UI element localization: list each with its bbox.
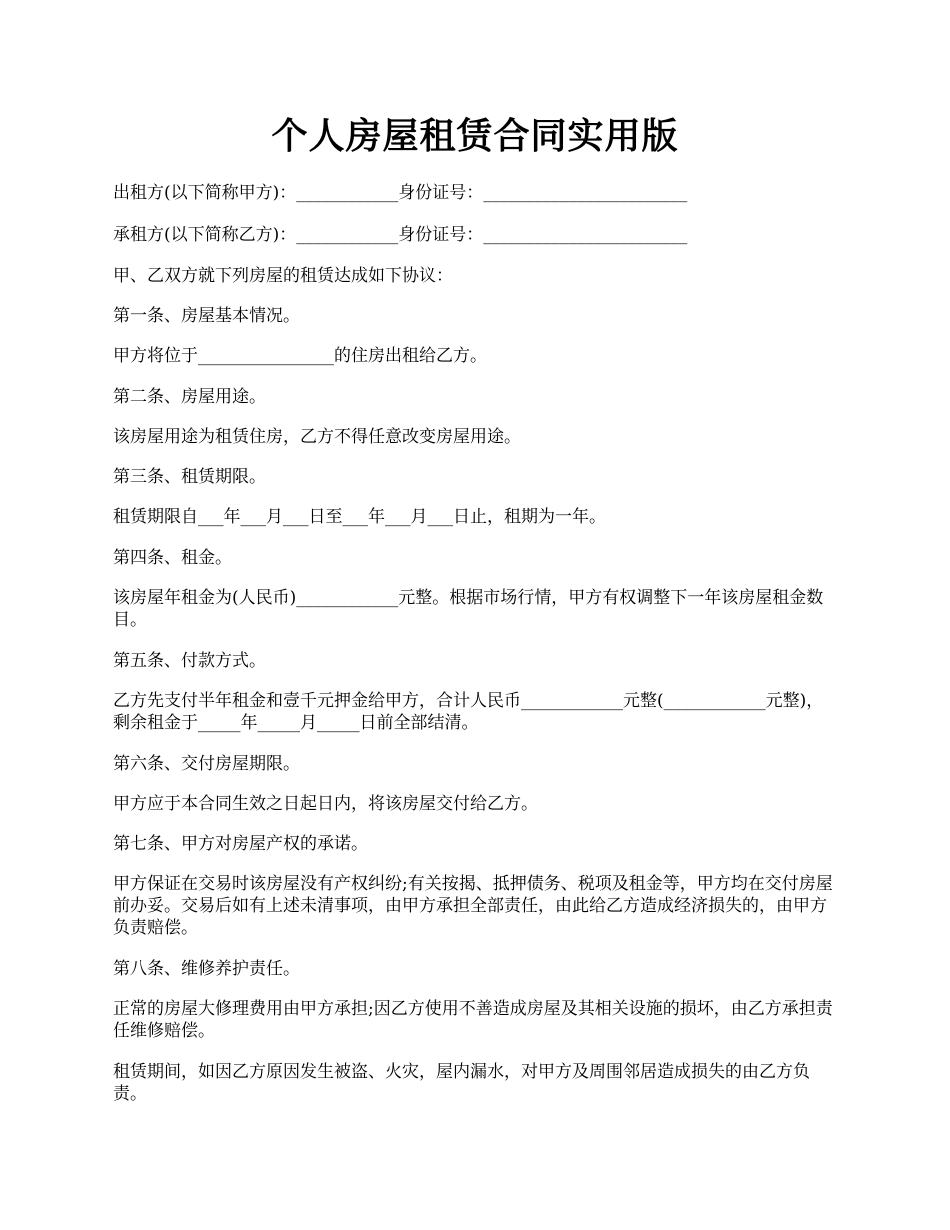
article-6-heading: 第六条、交付房屋期限。 xyxy=(113,754,300,774)
article-3-heading: 第三条、租赁期限。 xyxy=(113,467,266,487)
article-3-body: 租赁期限自___年___月___日至___年___月___日止，租期为一年。 xyxy=(113,507,606,527)
article-7-body: 甲方保证在交易时该房屋没有产权纠纷;有关按揭、抵押债务、税项及租金等，甲方均在交付房屋前办妥。交易后如有上述未清事项，由甲方承担全部责任，由此给乙方造成经济损失的，由甲方负责赔偿。 xyxy=(113,874,833,938)
article-4-heading: 第四条、租金。 xyxy=(113,548,232,568)
article-5-heading: 第五条、付款方式。 xyxy=(113,651,266,671)
document-title: 个人房屋租赁合同实用版 xyxy=(271,115,679,157)
article-8-heading: 第八条、维修养护责任。 xyxy=(113,959,300,979)
article-2-body: 该房屋用途为租赁住房，乙方不得任意改变房屋用途。 xyxy=(113,427,521,447)
article-1-heading: 第一条、房屋基本情况。 xyxy=(113,306,300,326)
article-4-body: 该房屋年租金为(人民币)____________元整。根据市场行情，甲方有权调整下一年该房屋租金数目。 xyxy=(113,588,824,630)
article-2-heading: 第二条、房屋用途。 xyxy=(113,387,266,407)
article-6-body: 甲方应于本合同生效之日起日内，将该房屋交付给乙方。 xyxy=(113,794,538,814)
article-7-heading: 第七条、甲方对房屋产权的承诺。 xyxy=(113,834,368,854)
lessee-line: 承租方(以下简称乙方)：____________身份证号：________________________ xyxy=(113,225,688,245)
agreement-intro: 甲、乙双方就下列房屋的租赁达成如下协议： xyxy=(113,266,453,286)
article-1-body: 甲方将位于________________的住房出租给乙方。 xyxy=(113,346,487,366)
article-8-body-2: 租赁期间，如因乙方原因发生被盗、火灾，屋内漏水，对甲方及周围邻居造成损失的由乙方负责。 xyxy=(113,1062,810,1104)
article-8-body: 正常的房屋大修理费用由甲方承担;因乙方使用不善造成房屋及其相关设施的损坏，由乙方承担责任维修赔偿。 xyxy=(113,999,833,1041)
lessor-line: 出租方(以下简称甲方)：____________身份证号：________________________ xyxy=(113,183,688,203)
article-5-body: 乙方先支付半年租金和壹千元押金给甲方，合计人民币____________元整(____________元整)，剩余租金于_____年_____月_____日前全部结清。 xyxy=(113,691,824,733)
